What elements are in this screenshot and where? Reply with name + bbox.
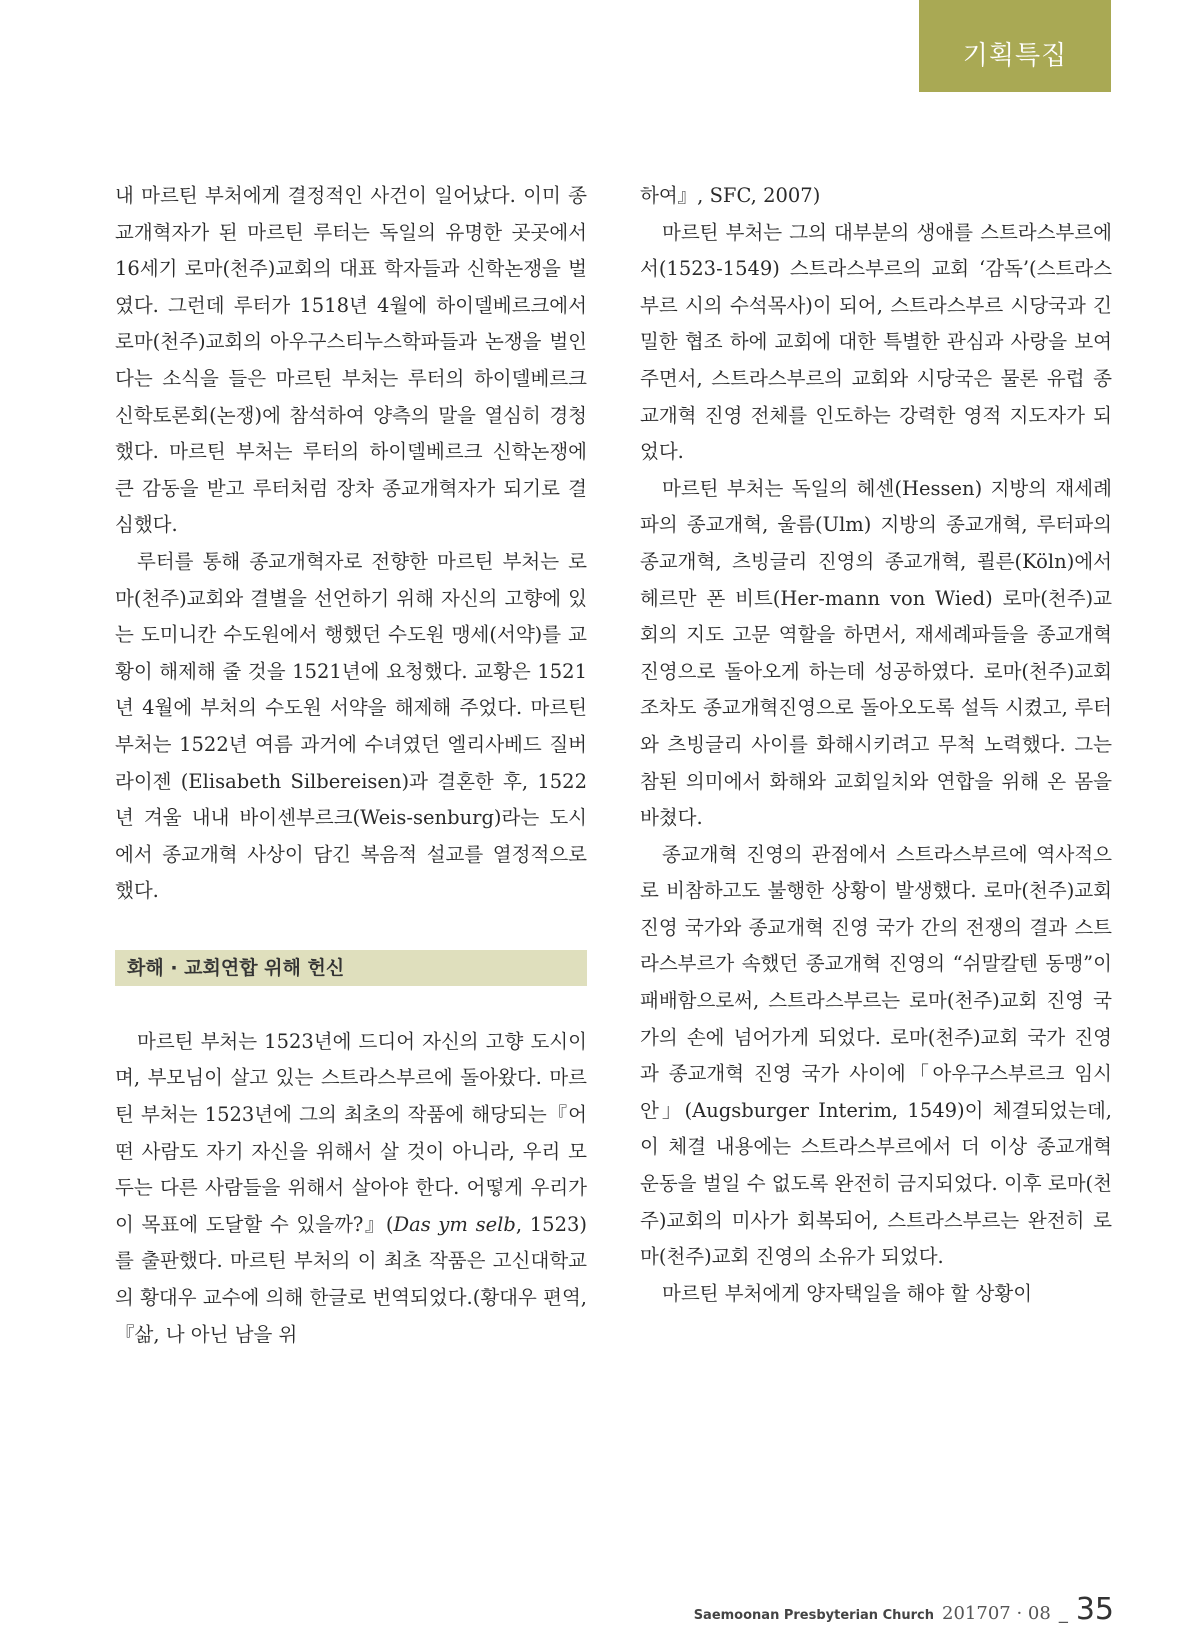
- paragraph: 하여』, SFC, 2007): [640, 184, 821, 207]
- paragraph: [115, 1024, 587, 1353]
- section-tab: 기획특집: [919, 0, 1111, 92]
- paragraph-text: 마르틴 부처는 1523년에 드디어 자신의 고향 도시이며, 부모님이 살고 있는 스트라스부르에 돌아왔다. 마르틴 부처는 1523년에 그의 최초의 작품에 해당되는『어떤 사람도 자기 자신을 위해서 살 것이 아니라, 우리 모두는 다른 사람들을 위해서 살아야 한다. 어떻게 우리가 이 목표에 도달할 수 있을까?』(: [115, 1029, 587, 1236]
- footer-church-name: Saemoonan Presbyterian Church: [693, 1608, 935, 1623]
- paragraph: 종교개혁 진영의 관점에서 스트라스부르에 역사적으로 비참하고도 불행한 상황이 발생했다. 로마(천주)교회 진영 국가와 종교개혁 진영 국가 간의 전쟁의 결과 스트라스부르가 속했던 종교개혁 진영의 “쉬말칼텐 동맹”이 패배함으로써, 스트라스부르는 로마(천주)교회 진영 국가의 손에 넘어가게 되었다. 로마(천주)교회 국가 진영과 종교개혁 진영 국가 사이에「아우구스부르크 임시안」(Augsburger Interim, 1549)이 체결되었는데, 이 체결 내용에는 스트라스부르에서 더 이상 종교개혁 운동을 벌일 수 없도록 완전히 금지되었다. 이후 로마(천주)교회의 미사가 회복되어, 스트라스부르는 완전히 로마(천주)교회 진영의 소유가 되었다.: [640, 842, 1112, 1269]
- section-subheading: 화해 · 교회연합 위해 헌신: [115, 950, 587, 986]
- footer-issue-date: 201707 · 08: [942, 1603, 1051, 1624]
- left-column: [115, 178, 587, 1353]
- footer-separator: _: [1058, 1603, 1068, 1624]
- book-title-italic: Das ym selb: [393, 1212, 516, 1236]
- paragraph: 루터를 통해 종교개혁자로 전향한 마르틴 부처는 로마(천주)교회와 결별을 선언하기 위해 자신의 고향에 있는 도미니칸 수도원에서 행했던 수도원 맹세(서약)를 교황이 해제해 줄 것을 1521년에 요청했다. 교황은 1521년 4월에 부처의 수도원 서약을 해제해 주었다. 마르틴 부처는 1522년 여름 과거에 수녀였던 엘리사베드 질버라이젠 (Elisabeth Silbereisen)과 결혼한 후, 1522년 겨울 내내 바이센부르크(Weis-senburg)라는 도시에서 종교개혁 사상이 담긴 복음적 설교를 열정적으로 했다.: [115, 549, 587, 903]
- paragraph-text: , 1523)를 출판했다. 마르틴 부처의 이 최초 작품은 고신대학교의 황대우 교수에 의해 한글로 번역되었다.(황대우 편역,『삶, 나 아닌 남을 위: [115, 1212, 587, 1346]
- right-column: [640, 178, 1112, 1312]
- page-number: 35: [1075, 1592, 1114, 1627]
- page-footer: [694, 1592, 1114, 1627]
- paragraph: 내 마르틴 부처에게 결정적인 사건이 일어났다. 이미 종교개혁자가 된 마르틴 루터는 독일의 유명한 곳곳에서 16세기 로마(천주)교회의 대표 학자들과 신학논쟁을 벌였다. 그런데 루터가 1518년 4월에 하이델베르크에서 로마(천주)교회의 아우구스티누스학파들과 논쟁을 벌인다는 소식을 들은 마르틴 부처는 루터의 하이델베르크 신학토론회(논쟁)에 참석하여 양측의 말을 열심히 경청했다. 마르틴 부처는 루터의 하이델베르크 신학논쟁에 큰 감동을 받고 루터처럼 장차 종교개혁자가 되기로 결심했다.: [115, 184, 587, 537]
- paragraph: 마르틴 부처에게 양자택일을 해야 할 상황이: [662, 1281, 1033, 1305]
- paragraph: 마르틴 부처는 독일의 헤센(Hessen) 지방의 재세례파의 종교개혁, 울름(Ulm) 지방의 종교개혁, 루터파의 종교개혁, 츠빙글리 진영의 종교개혁, 쾰른(Köln)에서 헤르만 폰 비트(Her-mann von Wied) 로마(천주)교회의 지도 고문 역할을 하면서, 재세례파들을 종교개혁 진영으로 돌아오게 하는데 성공하였다. 로마(천주)교회 조차도 종교개혁진영으로 돌아오도록 설득 시켰고, 루터와 츠빙글리 사이를 화해시키려고 무척 노력했다. 그는 참된 의미에서 화해와 교회일치와 연합을 위해 온 몸을 바쳤다.: [640, 476, 1112, 830]
- paragraph: 마르틴 부처는 그의 대부분의 생애를 스트라스부르에서(1523-1549) 스트라스부르의 교회 ‘감독’(스트라스부르 시의 수석목사)이 되어, 스트라스부르 시당국과 긴밀한 협조 하에 교회에 대한 특별한 관심과 사랑을 보여 주면서, 스트라스부르의 교회와 시당국은 물론 유럽 종교개혁 진영 전체를 인도하는 강력한 영적 지도자가 되었다.: [640, 220, 1112, 464]
